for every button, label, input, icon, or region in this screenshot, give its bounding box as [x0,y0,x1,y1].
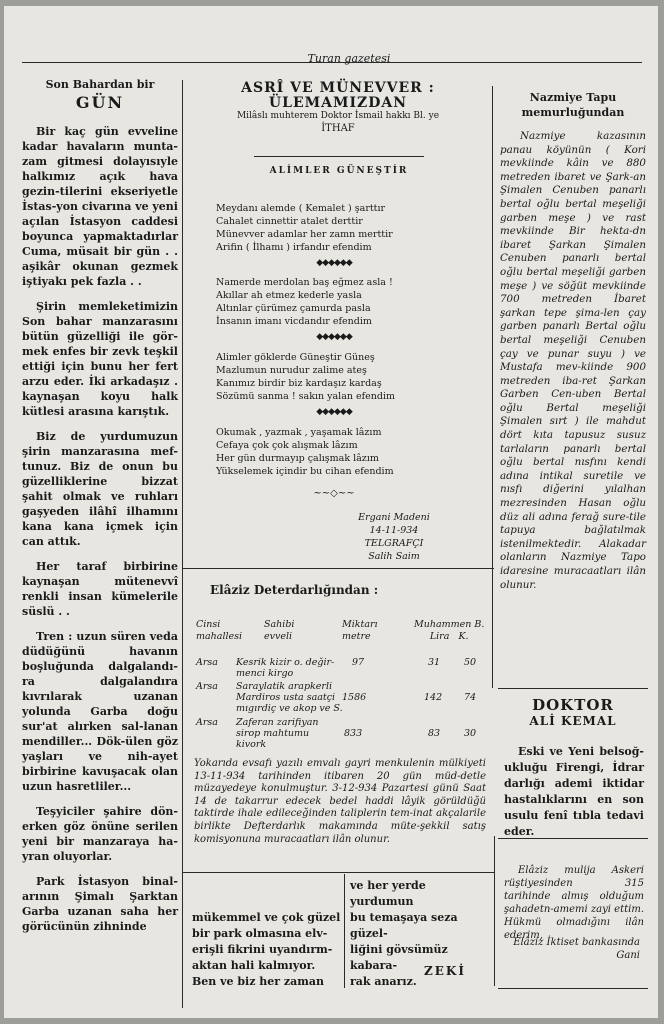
cell-text: mıgırdiç ve akop ve S. [236,703,343,714]
cell-text: sirop mahtumu [236,728,310,739]
article-paragraph: Biz de yurdumuzun şirin manzarasına mef-tunuz. Biz de onun bu güzelliklerine bizzat şahit olmak ve ruhları gaşyeden ilâhî ilhamını kana kana içmek için can attık. [22,430,178,548]
doktor-name: ALİ KEMAL [529,714,617,728]
column-header [264,619,294,643]
poem-title-line1: ASRÎ VE MÜNEVVER : [241,80,435,96]
masthead-rule [22,62,642,63]
doktor-ad-text: Eski ve Yeni belsoğ-ukluğu Firengi, İdrar darlığı ademi iktidar hastalıklarını en son usulu fenî tıbla tedavi eder. [504,745,644,838]
tapu-bottom-rule [498,688,648,689]
cell-text: kivork [236,739,267,750]
poem-line: Altınlar çürümez çamurda pasla [216,303,371,314]
poem-line: Okumak , yazmak , yaşamak lâzım [216,427,382,438]
continuation-line: bir park olmasına elv- [192,927,328,940]
poem-line: Münevver adamlar her zamn merttir [216,229,393,240]
doktor-title: DOKTOR [532,696,614,714]
continuation-line: bu temaşaya seza güzel- [350,911,458,940]
header-text: metre [342,631,371,642]
cell-miktar: 833 [344,728,363,739]
lost-certificate-notice: Elâziz mulija Askeri rüştiyesinden 315 tarihinde almış olduğum şahadetn-amemi zayi ettim. Hükmü olmadığını ilân ederim, [504,865,644,941]
cell-sahibi [236,717,318,750]
continuation-line: aktan hali kalmıyor. [192,959,316,972]
header-text: mahallesi [196,631,243,642]
poem-line: Cefaya çok çok alışmak lâzım [216,440,358,451]
cell-kurus: 50 [464,657,477,668]
header-text: Miktarı [342,619,378,630]
poem-title-rule [254,156,424,157]
poem-line: Cahalet cinnettir atalet derttir [216,216,363,227]
lost-certificate-signature [504,936,640,962]
signature-line: 14-11-934 [369,525,419,536]
auction-title: Elâziz Deterdarlığından : [210,583,379,597]
header-text: evveli [264,631,293,642]
cell-text: Kesrik kizir o. değir- [236,657,335,668]
cell-text: menci kirgo [236,668,294,679]
doktor-ad-heading [500,696,646,728]
cell-text: Mardiros usta saatçi [236,692,336,703]
cell-kurus: 30 [464,728,477,739]
poem-heading [186,81,490,134]
poem-dedication: Milâslı muhterem Doktor İsmail hakkı Bl. ye [236,111,440,121]
poem-ithaf: İTHAF [321,123,355,134]
header-text: Lira K. [429,631,469,642]
signature-line: Ergani Madeni [358,512,430,523]
article-paragraph: Tren : uzun süren veda düdüğünü havanın boşluğunda dalgalandı-ra dalgalandıra kıvrılarak uzanan yolunda Garba doğu sur'at alırken sal-lanan mendiller... Dök-ülen göz yaşları ve nih-ayet birbirine kavuşacak olan uzun hasretliler... [22,630,178,793]
poem-line: Arifin ( İlhamı ) irfandır efendim [216,242,372,253]
tapu-title [500,90,646,120]
poem-line: Mazlumun nurudur zalime ateş [216,365,367,376]
signature-line: Salih Saim [368,551,420,562]
tapu-notice [500,90,646,592]
tapu-title-line: memurluğundan [521,106,625,119]
poem-stanza [216,351,476,403]
poem-signature [344,511,444,563]
column-header [196,619,242,643]
cell-lira: 142 [424,692,443,703]
header-text: Muhammen B. [414,619,485,630]
cell-miktar: 97 [352,657,365,668]
tapu-text: Nazmiye kazasının panau köyünün ( Kori mevkiinde kâin ve 880 metreden ibaret ve Şark-an Şimalen Cenuben panarlı bertal oğlu bertal meşeliği garben meşe ) ve rast mevkiinde Bir hekta-dn ibaret Şarkan Şimalen Cenuben panarlı bertal oğlu bertal meşeliği garben meşe ) ve söğüt mevkiinde 700 metreden İbaret şarkan tepe şima-len çay garben panarlı Bertal oğlu bertal meşeliği Cenuben çay ve punar suyu ) ve Mustafa mev-kiinde 900 metreden iba-ret Şarkan Garben Cen-uben Bertal oğlu Bertal meşeliği Şimalen sırt ) ile mahdut dört kıta tapusuz susuz tarlaların panarlı bertal oğlu bertal nısfını kendi adına intikal suretile ve nısfı diğerini yılalhan mezresinden Hasan oğlu düz ali adına ferağ sure-tile tapuya bağlatılmak istenilmektedir. Alakadar olanların Nazmiye Tapo idaresine muracaatları ilân olunur. [500,130,646,591]
continuation-line: liğini gövsümüz kabara- [350,943,448,972]
cell-lira: 31 [428,657,441,668]
continuation-line: erişli fikrini uyandırm- [192,943,333,956]
elaziz-bottom-rule [498,988,648,989]
poem-line: Her gün durmayıp çalışmak lâzım [216,453,379,464]
poem-subtitle: ALİMLER GÜNEŞTİR [269,166,409,176]
article-author: ZEKİ [424,964,466,978]
continuation-line: ve her yerde yurdumun [350,879,426,908]
cell-text: Saraylatik arapkerli [236,681,333,692]
auction-notice: Yokarıda evsafı yazılı emvalı gayri menkulenin mülkiyeti 13-11-934 tarihinden itibaren 20 gün müd-detle müzayedeye konulmuştur. 3-12-934 Pazartesi günü Saat 14 de takarrur edecek bedel haddi lâyik görüldüğü taktirde ihale edileceğinden taliplerin tem-inat akçalarile birlikte Defterdarlık makamında müte-şekkil satış komisyonuna muracaatları ilân olunur. [194,758,486,845]
poem-line: Alimler göklerde Güneştir Güneş [216,352,375,363]
signature-line: Elâziz İktiset bankasında [513,937,640,948]
article-paragraph: Şirin memleketimizin Son bahar manzarasını bütün güzelliği ile gör-mek enfes bir zevk teşkil ettiği için bunu her fert arzu eder. İki arkadaşız . kaynaşan koyu halk kütlesi arasına karıştık. [22,300,178,418]
article-paragraph: Her taraf birbirine kaynaşan mütenevvî renkli insan kümelerile süslü . . [22,560,178,618]
son-bahar-article [22,78,178,944]
column-rule-left [182,80,183,1008]
column-header [414,619,484,643]
auction-bottom-rule [182,872,494,873]
poem-bottom-rule [182,568,494,569]
continuation-line: mükemmel ve çok güzel [192,911,341,924]
column-rule-right-lower [494,836,495,986]
ornament-divider: ◆◆◆◆◆◆ [316,258,352,268]
poem-line: Akıllar ah etmez kederle yasla [216,290,362,301]
header-text: Cinsi [196,619,221,630]
article-paragraph: Bir kaç gün evveline kadar havaların munta-zam gitmesi dolayısıyle halkımız açık hava gezin-tilerini ekseriyetle İstas-yon civarına ve yeni açılan İstasyon caddesi boyunca yapmaktadırlar Cuma, müsait bir gün . . aşikâr okunan gezmek iştiyakı pek fazla . . [22,125,178,288]
end-ornament: ~~◇~~ [313,488,355,499]
poem-stanza [216,426,476,478]
poem-line: Sözümü sanma ! sakın yalan efendim [216,391,396,402]
signature-line: TELGRAFÇI [364,538,424,549]
poem-line: Namerde merdolan baş eğmez asla ! [216,277,393,288]
ornament-divider: ◆◆◆◆◆◆ [316,407,352,417]
article-kicker: Son Bahardan bir [45,78,155,91]
poem-stanza [216,202,476,254]
column-rule-right-upper [492,86,493,688]
column-rule-bottom-mid [344,874,345,988]
article-headline: GÜN [75,93,125,112]
continuation-line: Ben ve biz her zaman [192,975,325,988]
cell-cins: Arsa [196,681,218,692]
poem-line: Kanımız birdir biz kardaşız kardaş [216,378,382,389]
poem-stanza [216,276,476,328]
cell-miktar: 1586 [342,692,367,703]
article-continuation-1 [192,910,342,990]
cell-cins: Arsa [196,657,218,668]
column-header [342,619,378,643]
continuation-line: rak anarız. [350,975,417,988]
ornament-divider: ◆◆◆◆◆◆ [316,332,352,342]
masthead: Turan gazetesi [307,52,391,65]
article-paragraph: Teşyiciler şahire dön-erken göz önüne serilen yeni bir manzaraya ha-yran oluyorlar. [22,805,178,863]
cell-sahibi [236,657,334,679]
cell-cins: Arsa [196,717,218,728]
poem-line: Yükselemek içindir bu cihan efendim [216,466,394,477]
poem-line: Meydanı alemde ( Kemalet ) şarttır [216,203,386,214]
article-paragraph: Park İstasyon binal-arının Şimalı Şarktan Garba uzanan saha her görücünün zihninde [22,875,178,933]
tapu-title-line: Nazmiye Tapu [529,91,617,104]
cell-lira: 83 [428,728,441,739]
header-text: Sahibi [264,619,295,630]
newspaper-page [4,6,658,1018]
cell-kurus: 74 [464,692,477,703]
article-continuation-2 [350,878,492,990]
poem-title-line2: ÜLEMAMIZDAN [268,95,408,111]
cell-sahibi [236,681,343,714]
poem-line: İnsanın imanı vicdandır efendim [216,316,372,327]
signature-line: Gani [616,950,640,961]
cell-text: Zaferan zarifiyan [236,717,319,728]
